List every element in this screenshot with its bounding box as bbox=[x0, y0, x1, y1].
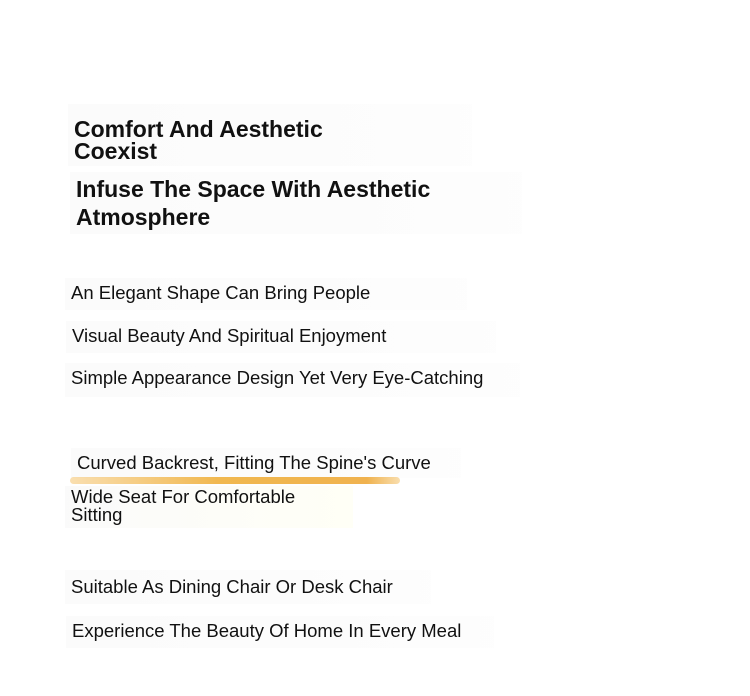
feature-line-text: Experience The Beauty Of Home In Every Meal bbox=[72, 620, 462, 641]
feature-line-dining-desk bbox=[65, 570, 431, 604]
feature-line-every-meal bbox=[66, 616, 494, 648]
feature-line-text: Simple Appearance Design Yet Very Eye-Catching bbox=[71, 367, 484, 388]
accent-underline bbox=[70, 477, 400, 484]
feature-line-elegant-shape bbox=[65, 278, 467, 310]
feature-line-text: Wide Seat For Comfortable Sitting bbox=[71, 486, 296, 525]
feature-line-text: An Elegant Shape Can Bring People bbox=[71, 282, 371, 303]
feature-line-text: Curved Backrest, Fitting The Spine's Curve bbox=[77, 452, 431, 473]
feature-line-curved-backrest bbox=[71, 448, 461, 478]
main-heading bbox=[68, 104, 472, 166]
feature-line-visual-beauty bbox=[66, 321, 496, 353]
sub-heading bbox=[70, 172, 522, 234]
feature-line-text: Visual Beauty And Spiritual Enjoyment bbox=[72, 325, 387, 346]
sub-heading-text: Infuse The Space With Aesthetic Atmosphere bbox=[76, 176, 431, 230]
feature-line-text: Suitable As Dining Chair Or Desk Chair bbox=[71, 576, 393, 597]
feature-line-simple-design bbox=[65, 363, 520, 397]
main-heading-text: Comfort And Aesthetic Coexist bbox=[74, 116, 323, 164]
feature-line-wide-seat bbox=[65, 486, 353, 528]
